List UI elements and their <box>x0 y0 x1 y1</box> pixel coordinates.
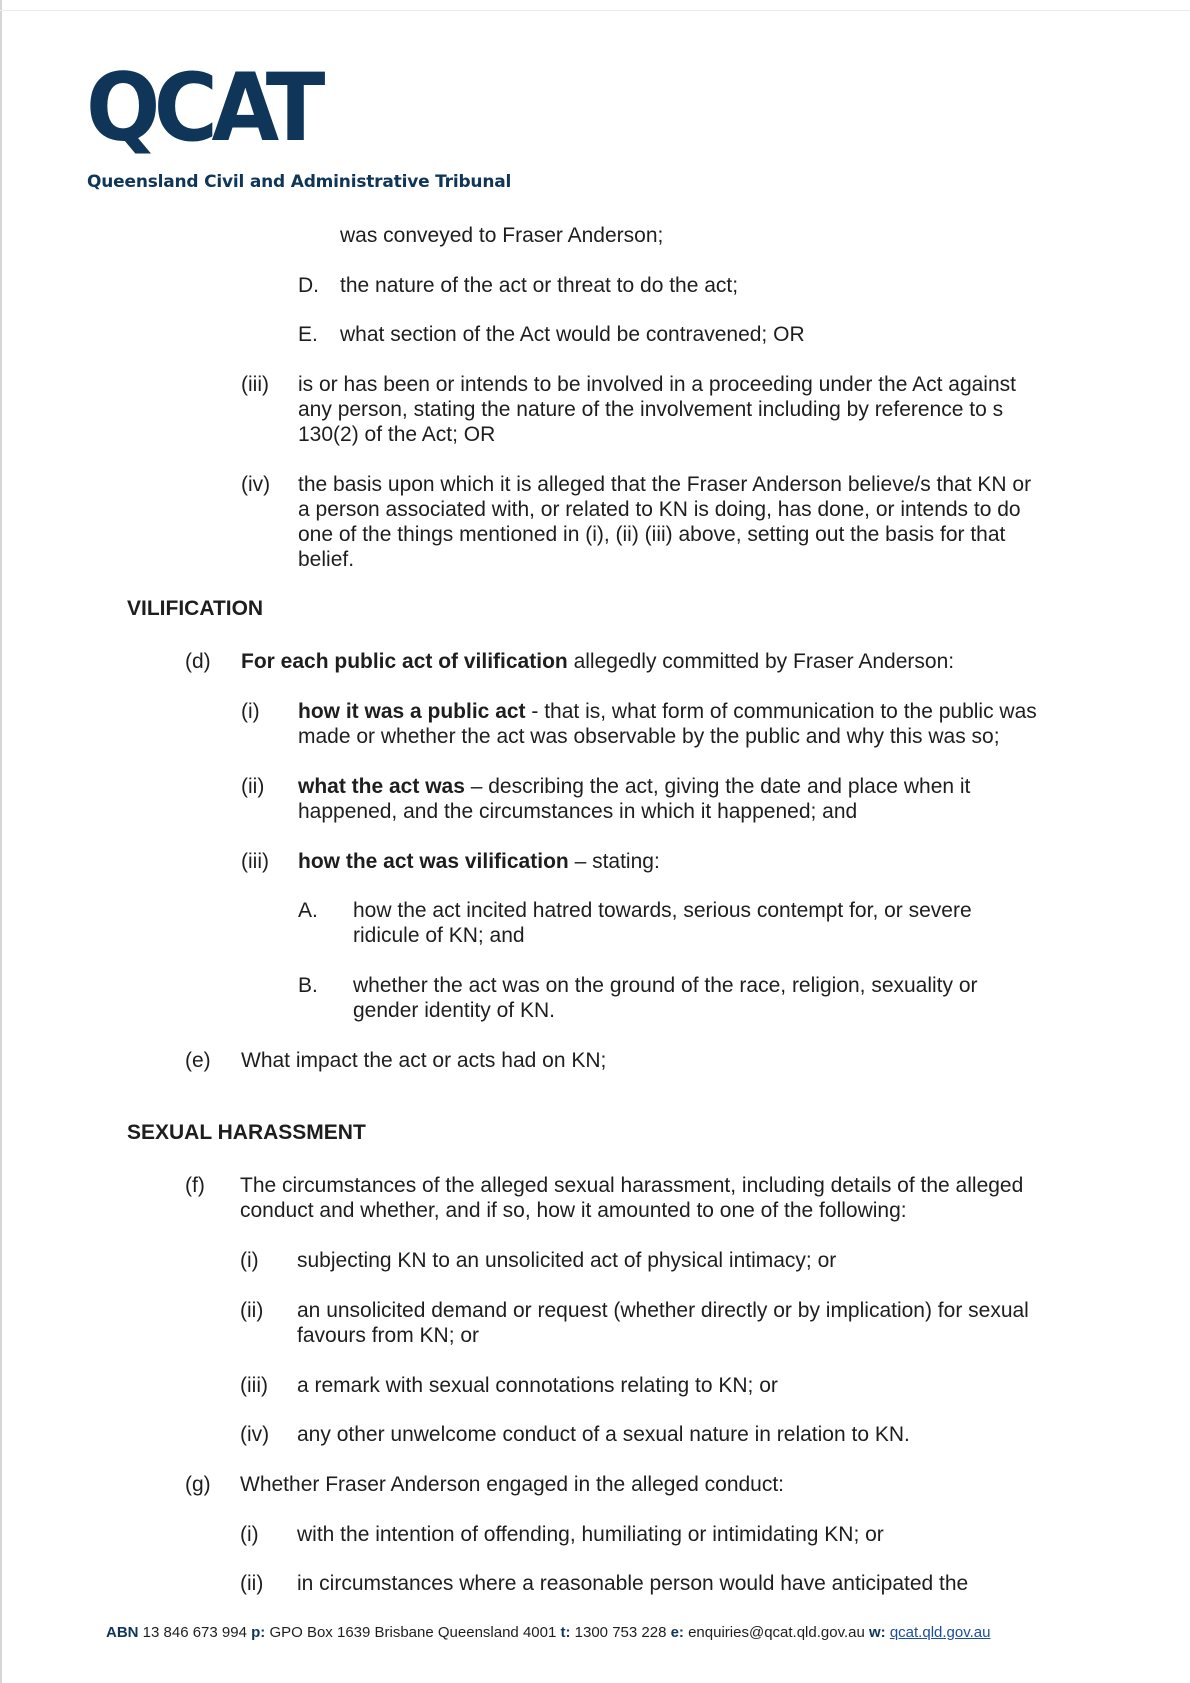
item-d-i-line-2: made or whether the act was observable by the public and why this was so; <box>298 725 1000 748</box>
item-marker-D: D. <box>298 274 319 297</box>
item-iv-line-1: the basis upon which it is alleged that the Fraser Anderson believe/s that KN or <box>298 473 1032 496</box>
item-marker-iii: (iii) <box>241 373 269 396</box>
item-f-i-text: subjecting KN to an unsolicited act of physical intimacy; or <box>297 1249 837 1272</box>
item-D-text: the nature of the act or threat to do the act; <box>340 274 739 297</box>
footer-phone: 1300 753 228 <box>570 1624 671 1641</box>
item-d-iii-rest: – stating: <box>568 850 660 873</box>
footer-t-label: t: <box>560 1624 571 1641</box>
item-iv-line-2: a person associated with, or related to KN is doing, has done, or intends to do <box>298 498 1021 521</box>
item-d-ii-line-1 <box>298 774 970 799</box>
item-d-ii-rest: – describing the act, giving the date and place when it <box>464 775 971 798</box>
item-marker-f-i: (i) <box>240 1249 259 1272</box>
item-marker-iv: (iv) <box>241 473 271 496</box>
item-marker-e: (e) <box>185 1049 211 1072</box>
item-iv-line-3: one of the things mentioned in (i), (ii) (iii) above, setting out the basis for that <box>298 523 1006 546</box>
item-A-line-1: how the act incited hatred towards, serious contempt for, or severe <box>353 899 972 922</box>
item-f-ii-line-1: an unsolicited demand or request (whether directly or by implication) for sexual <box>297 1299 1029 1322</box>
item-f-line-1: The circumstances of the alleged sexual harassment, including details of the alleged <box>240 1174 1024 1197</box>
item-marker-f-iii: (iii) <box>240 1374 268 1397</box>
item-d-i-rest: - that is, what form of communication to the public was <box>525 700 1037 723</box>
page-top-edge <box>0 10 1190 11</box>
item-marker-d: (d) <box>185 650 211 673</box>
item-g-i-text: with the intention of offending, humiliating or intimidating KN; or <box>297 1523 884 1546</box>
footer-postal: GPO Box 1639 Brisbane Queensland 4001 <box>265 1624 561 1641</box>
item-d-text <box>241 649 954 674</box>
item-marker-d-i: (i) <box>241 700 260 723</box>
item-iii-line-1: is or has been or intends to be involved in a proceeding under the Act against <box>298 373 1016 396</box>
item-d-i-line-1 <box>298 699 1037 724</box>
item-marker-g: (g) <box>185 1473 211 1496</box>
item-marker-g-i: (i) <box>240 1523 259 1546</box>
item-g-text: Whether Fraser Anderson engaged in the alleged conduct: <box>240 1473 785 1496</box>
line-continuation: was conveyed to Fraser Anderson; <box>340 224 664 247</box>
heading-vilification: VILIFICATION <box>127 597 264 620</box>
item-g-ii-text: in circumstances where a reasonable person would have anticipated the <box>297 1572 969 1595</box>
item-marker-f-iv: (iv) <box>240 1423 270 1446</box>
item-E-text: what section of the Act would be contravened; OR <box>340 323 805 346</box>
footer-website-link[interactable]: qcat.qld.gov.au <box>889 1624 991 1641</box>
item-f-iv-text: any other unwelcome conduct of a sexual nature in relation to KN. <box>297 1423 910 1446</box>
item-marker-d-ii: (ii) <box>241 775 265 798</box>
item-d-rest: allegedly committed by Fraser Anderson: <box>567 650 955 673</box>
logo-wordmark: QCAT <box>86 54 319 163</box>
item-f-line-2: conduct and whether, and if so, how it amounted to one of the following: <box>240 1199 907 1222</box>
item-d-bold: For each public act of vilification <box>241 650 568 673</box>
item-f-iii-text: a remark with sexual connotations relating to KN; or <box>297 1374 778 1397</box>
footer-abn: 13 846 673 994 <box>138 1624 252 1641</box>
item-marker-A: A. <box>298 899 318 922</box>
footer-e-label: e: <box>670 1624 684 1641</box>
item-marker-B: B. <box>298 974 318 997</box>
item-marker-g-ii: (ii) <box>240 1572 264 1595</box>
item-B-line-1: whether the act was on the ground of the race, religion, sexuality or <box>353 974 978 997</box>
footer-w-label: w: <box>868 1624 886 1641</box>
item-e-text: What impact the act or acts had on KN; <box>241 1049 607 1072</box>
item-d-iii-bold: how the act was vilification <box>298 850 569 873</box>
item-marker-f-ii: (ii) <box>240 1299 264 1322</box>
item-A-line-2: ridicule of KN; and <box>353 924 525 947</box>
item-d-iii-text <box>298 849 660 874</box>
page-edge <box>0 0 2 1683</box>
footer-contact <box>106 1624 990 1641</box>
qcat-logo <box>86 54 512 192</box>
footer-p-label: p: <box>251 1624 266 1641</box>
footer-abn-label: ABN <box>106 1624 139 1641</box>
item-d-i-bold: how it was a public act <box>298 700 526 723</box>
item-iv-line-4: belief. <box>298 548 355 571</box>
footer-email: enquiries@qcat.qld.gov.au <box>683 1624 869 1641</box>
item-iii-line-2: any person, stating the nature of the involvement including by reference to s <box>298 398 1004 421</box>
item-d-ii-bold: what the act was <box>298 775 465 798</box>
item-marker-f: (f) <box>185 1174 205 1197</box>
item-f-ii-line-2: favours from KN; or <box>297 1324 480 1347</box>
logo-subtitle: Queensland Civil and Administrative Tribunal <box>87 172 512 192</box>
heading-sexual-harassment: SEXUAL HARASSMENT <box>127 1121 366 1144</box>
item-marker-d-iii: (iii) <box>241 850 269 873</box>
item-d-ii-line-2: happened, and the circumstances in which it happened; and <box>298 800 858 823</box>
item-marker-E: E. <box>298 323 318 346</box>
item-iii-line-3: 130(2) of the Act; OR <box>298 423 496 446</box>
item-B-line-2: gender identity of KN. <box>353 999 555 1022</box>
